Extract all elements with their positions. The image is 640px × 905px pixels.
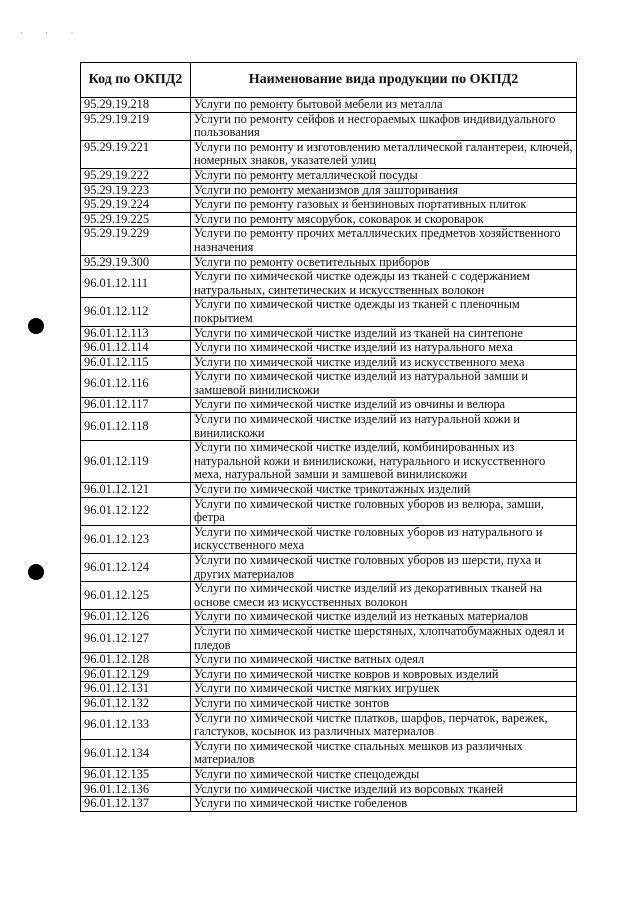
row-name: Услуги по ремонту осветительных приборов	[191, 255, 577, 270]
table-row	[81, 227, 577, 255]
row-name: Услуги по химической чистке зонтов	[191, 696, 577, 711]
row-code: 96.01.12.132	[81, 696, 191, 711]
row-code: 95.29.19.219	[81, 112, 191, 140]
row-name: Услуги по химической чистке спальных мешков из различных материалов	[191, 739, 577, 767]
row-name: Услуги по химической чистке спецодежды	[191, 767, 577, 782]
row-name: Услуги по химической чистке изделий из натурального меха	[191, 341, 577, 356]
table-row	[81, 370, 577, 398]
row-name: Услуги по химической чистке головных уборов из натурального и искусственного меха	[191, 525, 577, 553]
row-name: Услуги по ремонту прочих металлических предметов хозяйственного назначения	[191, 227, 577, 255]
table-row	[81, 341, 577, 356]
table-row	[81, 413, 577, 441]
row-code: 96.01.12.114	[81, 341, 191, 356]
row-code: 95.29.19.224	[81, 198, 191, 213]
row-name: Услуги по ремонту металлической посуды	[191, 168, 577, 183]
table-row	[81, 782, 577, 797]
table-row	[81, 582, 577, 610]
row-code: 96.01.12.116	[81, 370, 191, 398]
row-code: 96.01.12.137	[81, 797, 191, 812]
row-name: Услуги по химической чистке изделий из ворсовых тканей	[191, 782, 577, 797]
row-name: Услуги по химической чистке трикотажных изделий	[191, 483, 577, 498]
table-row	[81, 525, 577, 553]
row-code: 96.01.12.128	[81, 653, 191, 668]
row-code: 96.01.12.135	[81, 767, 191, 782]
row-code: 96.01.12.119	[81, 441, 191, 483]
row-name: Услуги по химической чистке головных уборов из шерсти, пуха и других материалов	[191, 554, 577, 582]
row-code: 96.01.12.129	[81, 667, 191, 682]
header-name: Наименование вида продукции по ОКПД2	[191, 63, 577, 98]
table-row	[81, 212, 577, 227]
table-row	[81, 168, 577, 183]
row-code: 96.01.12.112	[81, 298, 191, 326]
table-row	[81, 441, 577, 483]
row-code: 96.01.12.115	[81, 355, 191, 370]
row-code: 96.01.12.124	[81, 554, 191, 582]
table-row	[81, 255, 577, 270]
row-name: Услуги по химической чистке изделий из натуральной кожи и винилискожи	[191, 413, 577, 441]
row-code: 96.01.12.111	[81, 270, 191, 298]
row-name: Услуги по ремонту механизмов для зашторивания	[191, 183, 577, 198]
table-row	[81, 298, 577, 326]
row-code: 96.01.12.134	[81, 739, 191, 767]
row-code: 96.01.12.113	[81, 326, 191, 341]
punch-hole	[28, 318, 44, 334]
row-name: Услуги по химической чистке ковров и ковровых изделий	[191, 667, 577, 682]
table-row	[81, 270, 577, 298]
row-name: Услуги по химической чистке одежды из тканей с содержанием натуральных, синтетических и искусственных волокон	[191, 270, 577, 298]
scan-specks: · · ·	[20, 28, 84, 38]
row-name: Услуги по химической чистке изделий из декоративных тканей на основе смеси из искусственных волокон	[191, 582, 577, 610]
row-name: Услуги по химической чистке изделий из овчины и велюра	[191, 398, 577, 413]
table-row	[81, 696, 577, 711]
table-row	[81, 797, 577, 812]
row-name: Услуги по химической чистке изделий из тканей на синтепоне	[191, 326, 577, 341]
row-name: Услуги по ремонту бытовой мебели из металла	[191, 98, 577, 113]
row-code: 96.01.12.122	[81, 497, 191, 525]
table-row	[81, 667, 577, 682]
row-name: Услуги по химической чистке изделий из натуральной замши и замшевой винилискожи	[191, 370, 577, 398]
row-code: 95.29.19.225	[81, 212, 191, 227]
row-code: 96.01.12.123	[81, 525, 191, 553]
row-name: Услуги по химической чистке изделий из нетканых материалов	[191, 610, 577, 625]
row-code: 96.01.12.121	[81, 483, 191, 498]
punch-hole	[28, 564, 44, 580]
okpd2-table	[80, 62, 577, 812]
row-name: Услуги по химической чистке головных уборов из велюра, замши, фетра	[191, 497, 577, 525]
row-code: 95.29.19.300	[81, 255, 191, 270]
table-row	[81, 682, 577, 697]
table-row	[81, 653, 577, 668]
row-name: Услуги по химической чистке изделий, комбинированных из натуральной кожи и винилискожи, натурального и искусственного меха, натуральной замши и замшевой винилискожи	[191, 441, 577, 483]
table-row	[81, 554, 577, 582]
table-header-row	[81, 63, 577, 98]
row-code: 96.01.12.127	[81, 624, 191, 652]
row-code: 95.29.19.223	[81, 183, 191, 198]
row-name: Услуги по ремонту мясорубок, соковарок и скороварок	[191, 212, 577, 227]
row-name: Услуги по химической чистке изделий из искусственного меха	[191, 355, 577, 370]
table-row	[81, 398, 577, 413]
table-row	[81, 198, 577, 213]
table-row	[81, 624, 577, 652]
header-code: Код по ОКПД2	[81, 63, 191, 98]
table-row	[81, 610, 577, 625]
row-name: Услуги по химической чистке шерстяных, хлопчатобумажных одеял и пледов	[191, 624, 577, 652]
row-name: Услуги по ремонту и изготовлению металлической галантереи, ключей, номерных знаков, указателей улиц	[191, 140, 577, 168]
table-row	[81, 355, 577, 370]
row-code: 96.01.12.126	[81, 610, 191, 625]
table-row	[81, 183, 577, 198]
table-row	[81, 767, 577, 782]
row-code: 95.29.19.218	[81, 98, 191, 113]
table-row	[81, 483, 577, 498]
row-code: 95.29.19.221	[81, 140, 191, 168]
table-row	[81, 98, 577, 113]
row-code: 95.29.19.229	[81, 227, 191, 255]
row-name: Услуги по химической чистке мягких игрушек	[191, 682, 577, 697]
row-name: Услуги по химической чистке ватных одеял	[191, 653, 577, 668]
table-row	[81, 112, 577, 140]
row-code: 95.29.19.222	[81, 168, 191, 183]
row-code: 96.01.12.133	[81, 711, 191, 739]
table-row	[81, 739, 577, 767]
table-body	[81, 98, 577, 812]
row-name: Услуги по ремонту сейфов и несгораемых шкафов индивидуального пользования	[191, 112, 577, 140]
row-code: 96.01.12.131	[81, 682, 191, 697]
row-code: 96.01.12.118	[81, 413, 191, 441]
row-code: 96.01.12.117	[81, 398, 191, 413]
row-name: Услуги по ремонту газовых и бензиновых портативных плиток	[191, 198, 577, 213]
row-code: 96.01.12.125	[81, 582, 191, 610]
row-name: Услуги по химической чистке платков, шарфов, перчаток, варежек, галстуков, косынок из различных материалов	[191, 711, 577, 739]
table-row	[81, 711, 577, 739]
row-name: Услуги по химической чистке одежды из тканей с пленочным покрытием	[191, 298, 577, 326]
table-row	[81, 497, 577, 525]
row-name: Услуги по химической чистке гобеленов	[191, 797, 577, 812]
table-row	[81, 140, 577, 168]
table-row	[81, 326, 577, 341]
row-code: 96.01.12.136	[81, 782, 191, 797]
